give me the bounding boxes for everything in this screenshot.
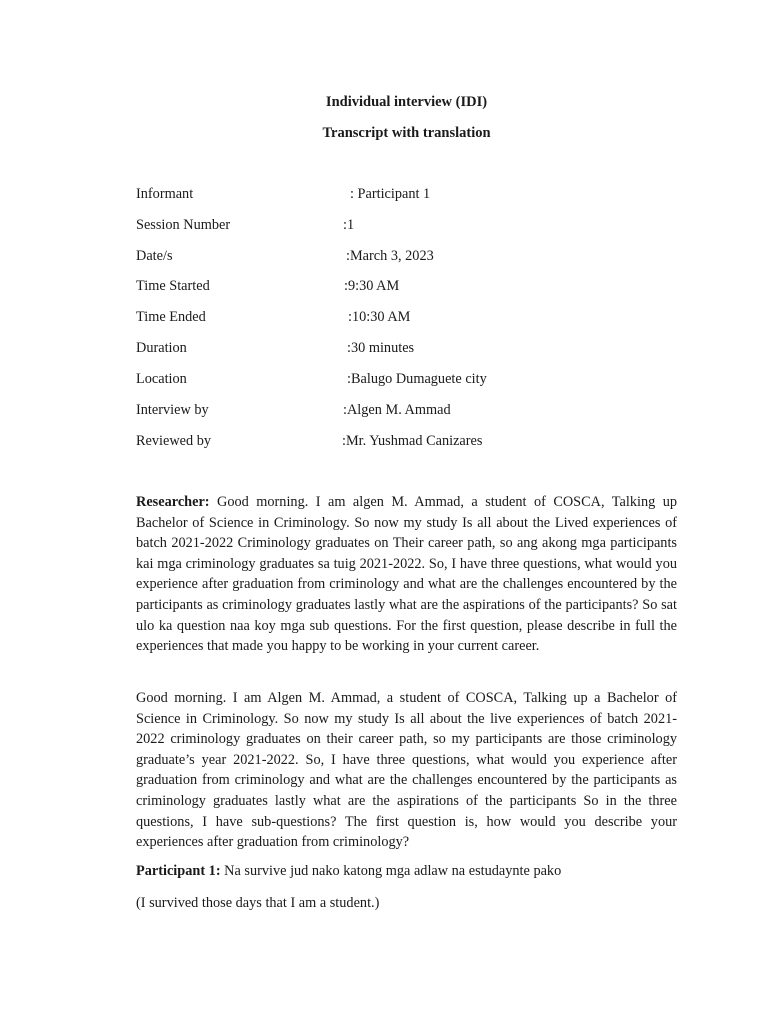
meta-row-reviewed-by [136,433,696,453]
meta-value: :9:30 AM [344,278,400,294]
meta-label: Date/s [136,248,173,264]
document-subtitle: Transcript with translation [322,125,491,141]
participant-text: Na survive jud nako katong mga adlaw na estudaynte pako [224,863,562,879]
researcher-paragraph [136,492,677,657]
meta-label: Interview by [136,402,209,418]
meta-value: :Algen M. Ammad [343,402,451,418]
participant-translation: (I survived those days that I am a student.) [136,895,380,911]
researcher-text: Good morning. I am algen M. Ammad, a student of COSCA, Talking up Bachelor of Science in Criminology. So now my study Is all about the Lived experiences of batch 2021-2022 Criminology graduates on Their career path, so ang akong mga participants kai mga criminology graduates sa tuig 2021-2022. So, I have three questions, what would you experience after graduation from criminology and what are the challenges encountered by the participants as criminology graduates lastly what are the aspirations of the participants? So sat ulo ka question naa koy mga sub questions. For the first question, please describe in full the experiences that made you happy to be working in your current career. [136,494,678,655]
meta-label: Reviewed by [136,433,212,449]
participant-line [136,863,561,880]
meta-row-dates [136,248,696,268]
meta-value: :30 minutes [347,340,415,356]
meta-label: Session Number [136,217,231,233]
meta-label: Location [136,371,187,387]
meta-value: :10:30 AM [348,309,411,325]
meta-label: Time Started [136,278,210,294]
meta-value: :Mr. Yushmad Canizares [342,433,483,449]
meta-row-location [136,371,696,391]
meta-label: Duration [136,340,187,356]
researcher-label: Researcher: [136,494,210,510]
meta-label: Informant [136,186,194,202]
meta-value: :Balugo Dumaguete city [347,371,487,387]
meta-label: Time Ended [136,309,206,325]
document-title: Individual interview (IDI) [325,94,488,110]
participant-label: Participant 1: [136,863,221,879]
translation-paragraph: Good morning. I am Algen M. Ammad, a student of COSCA, Talking up a Bachelor of Science in Criminology. So now my study Is all about the live experiences of batch 2021-2022 criminology graduates on their career path, so my participants are those criminology graduate’s year 2021-2022. So, I have three questions, what would you experience after graduation from criminology and what are the challenges encountered by the participants as criminology graduates lastly what are the aspirations of the participants So in the three questions, I have sub-questions? The first question is, how would you describe your experiences after graduation from criminology? [136,690,677,851]
meta-value: : Participant 1 [350,186,431,202]
meta-row-duration [136,340,696,360]
meta-row-informant [136,186,696,206]
meta-value: :1 [343,217,355,233]
meta-row-interview-by [136,402,696,422]
meta-row-time-ended [136,309,696,329]
meta-row-time-started [136,278,696,298]
meta-row-session-number [136,217,696,237]
meta-value: :March 3, 2023 [346,248,434,264]
